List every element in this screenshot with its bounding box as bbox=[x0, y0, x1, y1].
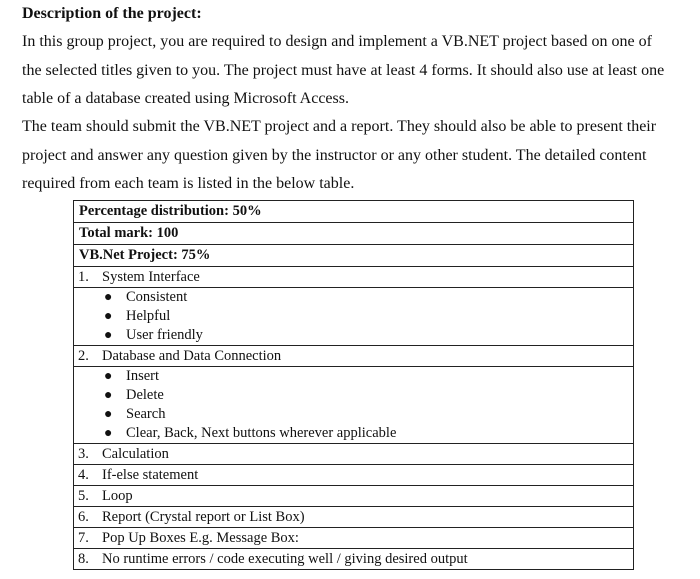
item-label: System Interface bbox=[102, 268, 200, 285]
table-row bbox=[74, 367, 634, 387]
sub-item-label: Helpful bbox=[126, 308, 171, 324]
table-row bbox=[74, 424, 634, 444]
sub-item-label: Search bbox=[126, 406, 166, 422]
sub-criterion-cell bbox=[74, 367, 634, 387]
table-row bbox=[74, 507, 634, 528]
sub-criterion-cell bbox=[74, 424, 634, 444]
sub-item-label: Consistent bbox=[126, 289, 188, 305]
item-label: Pop Up Boxes E.g. Message Box: bbox=[102, 529, 299, 546]
table-row bbox=[74, 346, 634, 367]
item-number: 8. bbox=[78, 550, 89, 567]
paragraph-line: project and answer any question given by the instructor or any other student. The detailed content bbox=[22, 146, 647, 164]
table-row bbox=[74, 223, 634, 245]
sub-item-label: User friendly bbox=[126, 327, 203, 343]
percentage-distribution-cell: Percentage distribution: 50% bbox=[74, 201, 634, 223]
item-number: 2. bbox=[78, 347, 89, 364]
table-row bbox=[74, 326, 634, 346]
sub-criterion-cell bbox=[74, 307, 634, 326]
bullet-icon: ● bbox=[104, 407, 113, 422]
item-label: No runtime errors / code executing well / giving desired output bbox=[102, 550, 468, 567]
item-label: If-else statement bbox=[102, 466, 199, 483]
sub-item-label: Clear, Back, Next buttons wherever applicable bbox=[126, 425, 397, 441]
item-label: Report (Crystal report or List Box) bbox=[102, 508, 305, 525]
sub-criterion-cell bbox=[74, 405, 634, 424]
paragraph-line: The team should submit the VB.NET project and a report. They should also be able to present their bbox=[22, 118, 657, 135]
table-row bbox=[74, 245, 634, 267]
item-number: 1. bbox=[78, 268, 89, 285]
bullet-icon: ● bbox=[104, 369, 113, 384]
criterion-cell bbox=[74, 528, 634, 549]
paragraph-line: the selected titles given to you. The project must have at least 4 forms. It should also use at least one bbox=[22, 61, 665, 79]
bullet-icon: ● bbox=[104, 328, 113, 343]
sub-item-label: Insert bbox=[126, 368, 160, 384]
item-number: 5. bbox=[78, 487, 89, 504]
bullet-icon: ● bbox=[104, 309, 113, 324]
item-number: 3. bbox=[78, 445, 89, 462]
table-row bbox=[74, 549, 634, 570]
item-label: Database and Data Connection bbox=[102, 347, 282, 364]
paragraph-line: required from each team is listed in the below table. bbox=[22, 175, 355, 193]
table-row bbox=[74, 405, 634, 424]
criterion-cell bbox=[74, 444, 634, 465]
table-row bbox=[74, 465, 634, 486]
item-number: 6. bbox=[78, 508, 89, 525]
project-weight-cell: VB.Net Project: 75% bbox=[74, 245, 634, 267]
bullet-icon: ● bbox=[104, 388, 113, 403]
section-heading: Description of the project: bbox=[22, 5, 202, 22]
criterion-cell bbox=[74, 486, 634, 507]
item-label: Calculation bbox=[102, 445, 169, 462]
table-row bbox=[74, 307, 634, 326]
table-row bbox=[74, 386, 634, 405]
paragraph-line: table of a database created using Microsoft Access. bbox=[22, 90, 349, 108]
sub-criterion-cell bbox=[74, 326, 634, 346]
table-row bbox=[74, 486, 634, 507]
sub-item-label: Delete bbox=[126, 387, 164, 403]
criterion-cell bbox=[74, 267, 634, 288]
table-row bbox=[74, 528, 634, 549]
sub-criterion-cell bbox=[74, 288, 634, 308]
paragraph-line: In this group project, you are required to design and implement a VB.NET project based on one of bbox=[22, 33, 652, 50]
table-row bbox=[74, 267, 634, 288]
sub-criterion-cell bbox=[74, 386, 634, 405]
paragraph-submission bbox=[22, 113, 692, 199]
item-number: 7. bbox=[78, 529, 89, 546]
paragraph-requirements bbox=[22, 28, 692, 114]
criterion-cell bbox=[74, 549, 634, 570]
table-row bbox=[74, 201, 634, 223]
table-row bbox=[74, 288, 634, 308]
criterion-cell bbox=[74, 346, 634, 367]
item-number: 4. bbox=[78, 466, 89, 483]
bullet-icon: ● bbox=[104, 290, 113, 305]
criterion-cell bbox=[74, 507, 634, 528]
item-label: Loop bbox=[102, 487, 133, 504]
requirements-table bbox=[73, 200, 634, 570]
table-row bbox=[74, 444, 634, 465]
criterion-cell bbox=[74, 465, 634, 486]
bullet-icon: ● bbox=[104, 426, 113, 441]
total-mark-cell: Total mark: 100 bbox=[74, 223, 634, 245]
